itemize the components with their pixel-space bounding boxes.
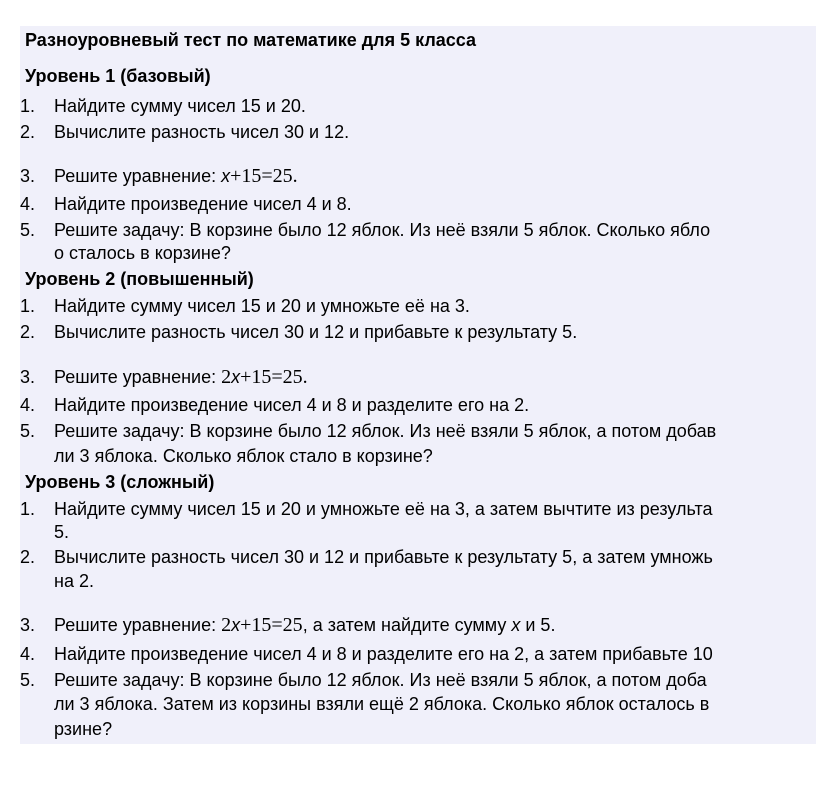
item-number: 2. xyxy=(20,122,36,142)
item-text: Решите уравнение: xyxy=(54,166,222,186)
item-number: 5. xyxy=(20,220,36,240)
item-text: Решите задачу: В корзине было 12 яблок. Из неё взяли 5 яблок. Сколько ябло xyxy=(54,220,711,240)
item-text: Найдите произведение чисел 4 и 8 и разделите его на 2. xyxy=(54,395,530,415)
item-number: 1. xyxy=(20,96,36,116)
item-text-continuation: ли 3 яблока. Затем из корзины взяли ещё 2 яблока. Сколько яблок осталось в xyxy=(54,694,710,714)
item-text: Найдите сумму чисел 15 и 20 и умножьте её на 3. xyxy=(54,296,470,316)
level-3-heading: Уровень 3 (сложный) xyxy=(25,472,215,492)
equation-variable: x xyxy=(231,367,241,387)
item-text: Вычислите разность чисел 30 и 12 и прибавьте к результату 5, а затем умножь xyxy=(54,547,713,567)
item-text: Найдите сумму чисел 15 и 20 и умножьте её на 3, а затем вычтите из результа xyxy=(54,499,713,519)
item-text-continuation-2: рзине? xyxy=(54,719,113,739)
item-number: 4. xyxy=(20,395,36,415)
equation-coefficient: 2 xyxy=(221,366,232,388)
item-text-end: и 5. xyxy=(520,615,556,635)
item-text: Найдите произведение чисел 4 и 8. xyxy=(54,194,352,214)
item-number: 1. xyxy=(20,499,36,519)
item-number: 2. xyxy=(20,322,36,342)
document-title: Разноуровневый тест по математике для 5 класса xyxy=(25,30,477,50)
item-text: Решите уравнение: xyxy=(54,615,222,635)
item-text-continuation: 5. xyxy=(54,522,70,542)
item-text-continuation: на 2. xyxy=(54,571,94,591)
equation-coefficient: 2 xyxy=(221,614,232,636)
item-text: Решите уравнение: xyxy=(54,367,222,387)
item-number: 3. xyxy=(20,166,36,186)
item-text: Вычислите разность чисел 30 и 12. xyxy=(54,122,350,142)
item-text: Решите задачу: В корзине было 12 яблок. Из неё взяли 5 яблок, а потом добав xyxy=(54,421,717,441)
item-text-continuation: о сталось в корзине? xyxy=(54,243,231,263)
item-number: 5. xyxy=(20,670,36,690)
item-text: Найдите сумму чисел 15 и 20. xyxy=(54,96,306,116)
item-number: 2. xyxy=(20,547,36,567)
item-number: 4. xyxy=(20,194,36,214)
equation-text: +15=25. xyxy=(240,366,308,388)
item-number: 3. xyxy=(20,615,36,635)
equation-text: +15=25 xyxy=(240,614,303,636)
item-text: Найдите произведение чисел 4 и 8 и разделите его на 2, а затем прибавьте 10 xyxy=(54,644,713,664)
item-text-after: , а затем найдите сумму xyxy=(302,615,512,635)
level-2-heading: Уровень 2 (повышенный) xyxy=(25,269,254,289)
item-text-continuation: ли 3 яблока. Сколько яблок стало в корзине? xyxy=(54,446,433,466)
equation-variable: x xyxy=(231,615,241,635)
item-number: 5. xyxy=(20,421,36,441)
item-number: 4. xyxy=(20,644,36,664)
equation-variable: x xyxy=(221,166,231,186)
item-number: 1. xyxy=(20,296,36,316)
worksheet xyxy=(20,26,816,744)
item-text: Вычислите разность чисел 30 и 12 и прибавьте к результату 5. xyxy=(54,322,578,342)
item-text: Решите задачу: В корзине было 12 яблок. Из неё взяли 5 яблок, а потом доба xyxy=(54,670,707,690)
item-number: 3. xyxy=(20,367,36,387)
equation-text: +15=25. xyxy=(230,165,298,187)
level-1-heading: Уровень 1 (базовый) xyxy=(25,66,211,86)
sum-variable: x xyxy=(511,615,521,635)
